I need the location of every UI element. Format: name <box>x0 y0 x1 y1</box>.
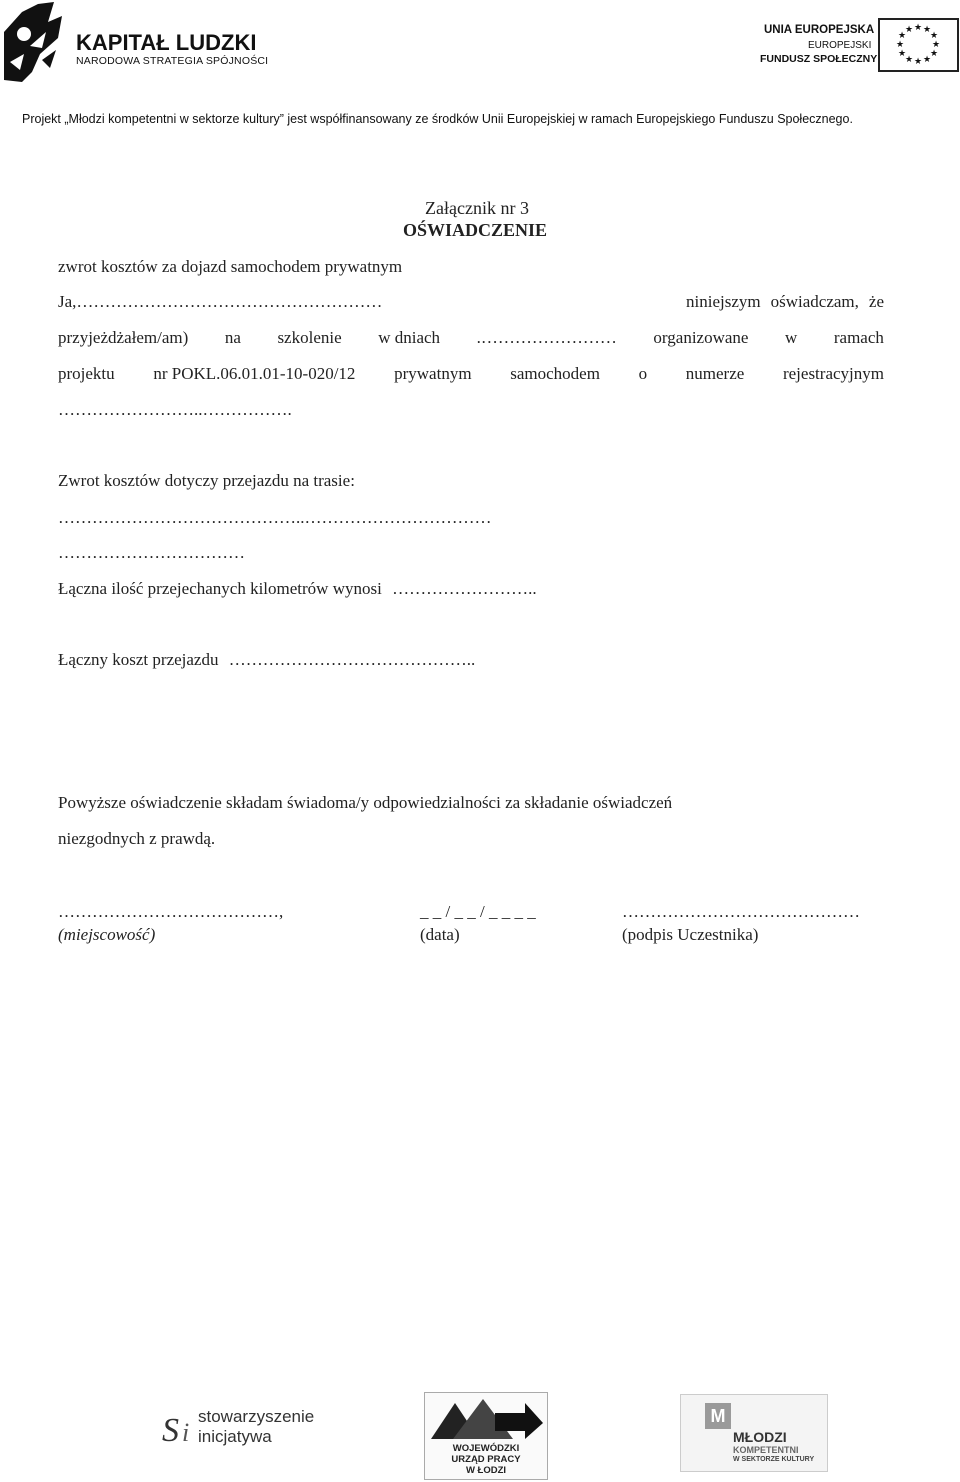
svg-text:★: ★ <box>929 31 939 41</box>
registration-number-field[interactable]: ……………………..……………. <box>58 400 292 419</box>
wup-line-3: W ŁODZI <box>465 1465 507 1476</box>
wup-lodz-logo <box>424 1392 548 1480</box>
document-title: OŚWIADCZENIE <box>403 220 548 240</box>
si-line-1: stowarzyszenie <box>198 1407 315 1426</box>
si-logo-icon <box>160 1405 194 1450</box>
word: że <box>868 292 884 311</box>
svg-text:★: ★ <box>904 55 914 65</box>
mlodzi-line-2: KOMPETENTNI <box>733 1445 799 1455</box>
svg-text:★: ★ <box>895 40 905 50</box>
eu-flag <box>878 18 959 72</box>
svg-text:★: ★ <box>922 25 932 35</box>
word: numerze <box>685 364 745 383</box>
km-row <box>58 579 537 599</box>
statement-line-1: Powyższe oświadczenie składam świadoma/y odpowiedzialności za składanie oświadczeń <box>58 793 673 812</box>
svg-text:★: ★ <box>913 57 923 67</box>
word: o <box>638 364 648 383</box>
date-label: (data) <box>420 925 460 944</box>
ue-line-2: EUROPEJSKI <box>808 40 872 51</box>
svg-text:★: ★ <box>904 25 914 35</box>
cost-label: Łączny koszt przejazdu <box>58 650 219 669</box>
route-field-line-1[interactable]: ……………………………………..…………………………… <box>58 508 492 527</box>
svg-text:★: ★ <box>931 40 941 50</box>
annex-label: Załącznik nr 3 <box>425 198 529 218</box>
svg-text:★: ★ <box>897 49 907 59</box>
kapital-ludzki-emblem-icon <box>2 2 72 84</box>
wup-line-2: URZĄD PRACY <box>451 1454 521 1465</box>
word: ramach <box>833 328 884 347</box>
signature-field[interactable]: …………………………………… <box>622 902 860 921</box>
ue-line-3: FUNDUSZ SPOŁECZNY <box>760 53 878 65</box>
route-field-line-2[interactable]: …………………………… <box>58 543 245 562</box>
svg-text:i: i <box>182 1418 190 1447</box>
ue-line-1: UNIA EUROPEJSKA <box>764 24 875 36</box>
project-cofinancing-line: Projekt „Młodzi kompetentni w sektorze kultury” jest współfinansowany ze środków Unii Europejskiej w ramach Europejskiego Funduszu Społecznego. <box>22 112 853 126</box>
stowarzyszenie-inicjatywa-logo <box>160 1405 320 1450</box>
wup-arrow-icon <box>425 1393 547 1441</box>
word: na <box>224 328 241 347</box>
word: przyjeżdżałem/am) <box>58 328 189 347</box>
kl-subtitle: NARODOWA STRATEGIA SPÓJNOŚCI <box>76 55 269 67</box>
word: organizowane <box>653 328 749 347</box>
word: szkolenie <box>277 328 342 347</box>
word: w dniach <box>378 328 441 347</box>
svg-text:★: ★ <box>929 49 939 59</box>
svg-text:S: S <box>162 1412 179 1449</box>
svg-text:★: ★ <box>922 55 932 65</box>
eu-stars-icon <box>880 20 957 70</box>
dates-field[interactable]: .…………………… <box>476 328 617 347</box>
svg-text:★: ★ <box>897 31 907 41</box>
declaration-line-3 <box>58 364 884 384</box>
signature-label: (podpis Uczestnika) <box>622 925 759 944</box>
mlodzi-line-1: MŁODZI <box>733 1429 787 1445</box>
km-label: Łączna ilość przejechanych kilometrów wynosi <box>58 579 382 598</box>
word: w <box>785 328 798 347</box>
route-label: Zwrot kosztów dotyczy przejazdu na trasie: <box>58 471 355 490</box>
word: rejestracyjnym <box>782 364 884 383</box>
name-field[interactable]: Ja,……………………………………………… <box>58 292 383 311</box>
place-label: (miejscowość) <box>58 925 156 944</box>
declaration-line-2 <box>58 328 884 348</box>
date-field[interactable]: _ _ / _ _ / _ _ _ _ <box>420 902 536 921</box>
cost-field[interactable]: …………………………………….. <box>228 650 476 669</box>
statement-line-2: niezgodnych z prawdą. <box>58 829 216 848</box>
wup-line-1: WOJEWÓDZKI <box>452 1443 520 1454</box>
project-number: nr POKL.06.01.01-10-020/12 <box>153 364 356 383</box>
svg-text:★: ★ <box>913 23 923 33</box>
word: oświadczam, <box>770 292 859 311</box>
km-field[interactable]: …………………….. <box>392 579 537 598</box>
word: samochodem <box>510 364 600 383</box>
word: projektu <box>58 364 115 383</box>
place-field[interactable]: …………………………………, <box>58 902 284 921</box>
declaration-line-1 <box>58 292 884 312</box>
subject-line: zwrot kosztów za dojazd samochodem prywatnym <box>58 257 403 276</box>
mlodzi-kompetentni-logo <box>680 1394 828 1472</box>
kl-title: KAPITAŁ LUDZKI <box>76 30 257 55</box>
word: prywatnym <box>394 364 472 383</box>
m-badge: M <box>705 1403 731 1429</box>
mlodzi-line-3: W SEKTORZE KULTURY <box>733 1456 815 1463</box>
si-line-2: inicjatywa <box>198 1427 272 1446</box>
word: niniejszym <box>686 292 761 311</box>
cost-row <box>58 650 475 670</box>
